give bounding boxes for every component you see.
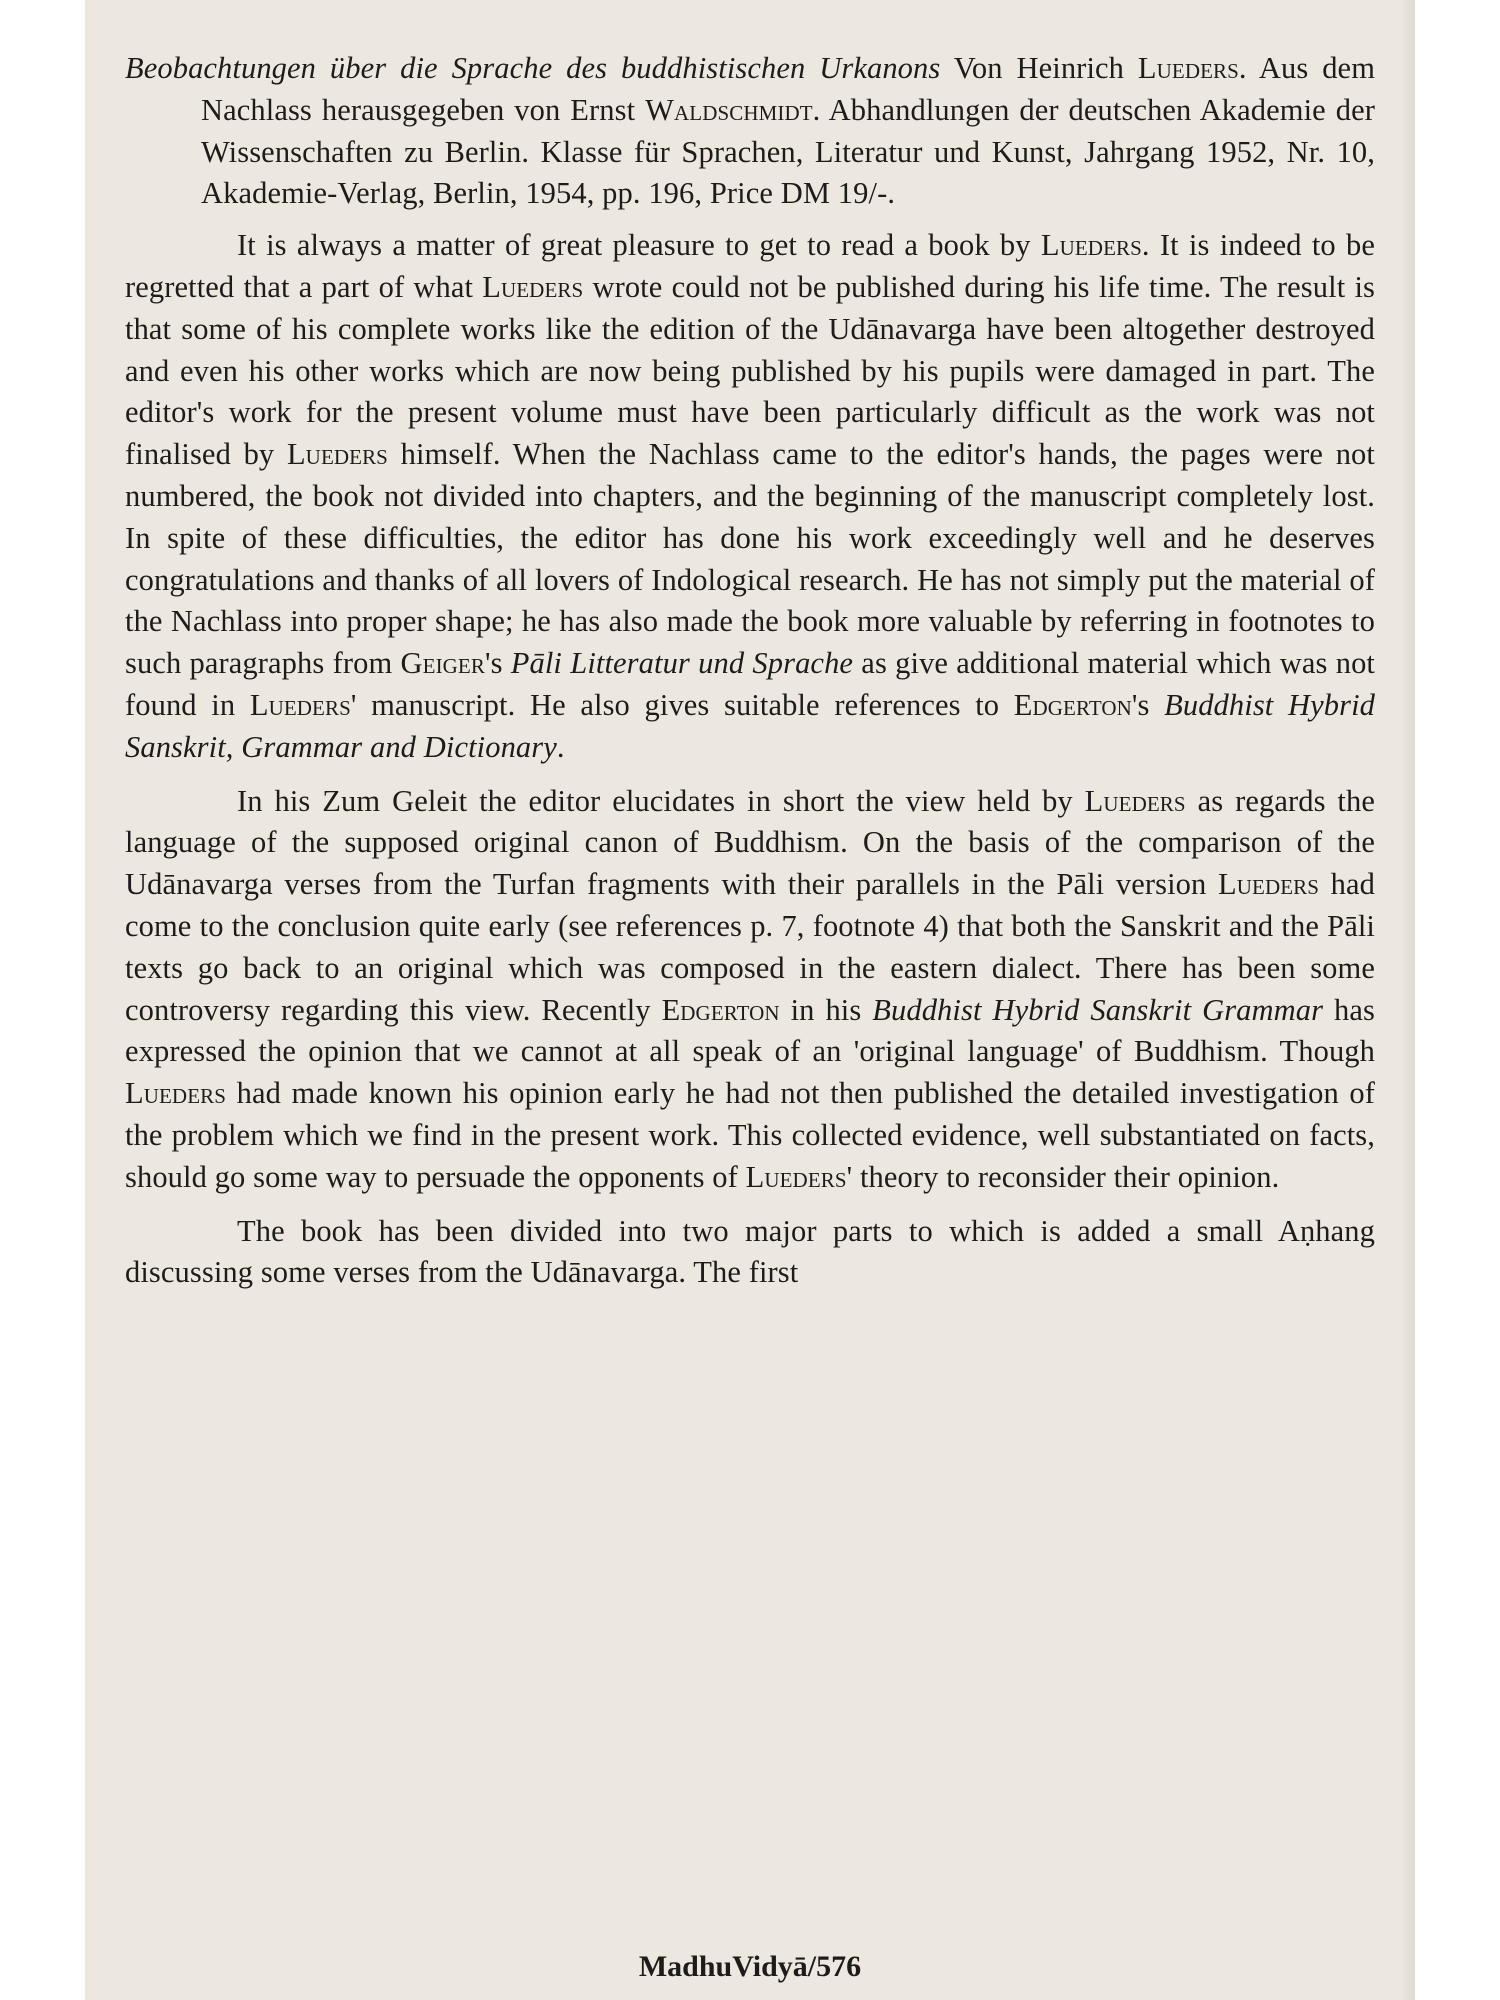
name-lueders: Lueders <box>745 1159 847 1194</box>
name-lueders: Lueders <box>125 1076 227 1111</box>
review-text <box>125 48 1375 1306</box>
name-lueders: Lueders <box>1040 228 1142 263</box>
name-edgerton: Edgerton <box>661 992 780 1027</box>
name-lueders: Lueders <box>482 269 584 304</box>
name-geiger: Geiger <box>400 646 485 681</box>
name-edgerton: Edgerton <box>1013 687 1132 722</box>
journal-page <box>85 0 1415 2000</box>
name-lueders: Lueders <box>286 437 388 472</box>
name-lueders: Lueders <box>249 687 351 722</box>
paragraph-1: It is always a matter of great pleasure to get to read a book by Lueders. It is indeed to be regretted that a part of what Lueders wrote could not be published during his life time. The result is that some of his complete works like the edition of the Udānavarga have been altogether destroyed and even his other works which are now being published by his pupils were damaged in part. The editor's work for the present volume must have been particularly difficult as the work was not finalised by Lueders himself. When the Nachlass came to the editor's hands, the pages were not numbered, the book not divided into chapters, and the beginning of the manuscript completely lost. In spite of these difficulties, the editor has done his work exceedingly well and he deserves congratulations and thanks of all lovers of Indological research. He has not simply put the material of the Nachlass into proper shape; he has also made the book more valuable by referring in footnotes to such paragraphs from Geiger's Pāli Litteratur und Sprache as give additional material which was not found in Lueders' manuscript. He also gives suitable references to Edgerton's Buddhist Hybrid Sanskrit, Grammar and Dictionary. <box>125 228 1376 764</box>
paragraph-3: The book has been divided into two major parts to which is added a small Aṇhang discussing some verses from the Udānavarga. The first <box>125 1213 1375 1290</box>
author-name: Lueders <box>1137 51 1239 85</box>
name-lueders: Lueders <box>1218 867 1320 902</box>
book-title: Beobachtungen über die Sprache des buddhistischen Urkanons <box>125 51 941 85</box>
editor-name: Waldschmidt <box>645 92 813 127</box>
name-lueders: Lueders <box>1084 783 1186 818</box>
title-bhs-grammar-dictionary: Buddhist Hybrid Sanskrit, Grammar and Dictionary <box>125 687 1376 764</box>
title-bhs-grammar: Buddhist Hybrid Sanskrit Grammar <box>872 992 1324 1027</box>
title-pali-litteratur: Pāli Litteratur und Sprache <box>510 646 854 681</box>
book-citation: Beobachtungen über die Sprache des buddhistischen Urkanons Von Heinrich Lueders. Aus dem Nachlass herausgegeben von Ernst Waldschmidt. Abhandlungen der deutschen Akademie der Wissenschaften zu Berlin. Klasse für Sprachen, Literatur und Kunst, Jahrgang 1952, Nr. 10, Akademie-Verlag, Berlin, 1954, pp. 196, Price DM 19/-. <box>125 51 1376 211</box>
paragraph-2: In his Zum Geleit the editor elucidates in short the view held by Lueders as regards the language of the supposed original canon of Buddhism. On the basis of the comparison of the Udānavarga verses from the Turfan fragments with their parallels in the Pāli version Lueders had come to the conclusion quite early (see references p. 7, footnote 4) that both the Sanskrit and the Pāli texts go back to an original which was composed in the eastern dialect. There has been some controversy regarding this view. Recently Edgerton in his Buddhist Hybrid Sanskrit Grammar has expressed the opinion that we cannot at all speak of an 'original language' of Buddhism. Though Lueders had made known his opinion early he had not then published the detailed investigation of the problem which we find in the present work. This collected evidence, well substantiated on facts, should go some way to persuade the opponents of Lueders' theory to reconsider their opinion. <box>125 783 1376 1194</box>
page-footer: MadhuVidyā/576 <box>638 1950 862 1983</box>
page-edge-shadow <box>1401 0 1415 2000</box>
